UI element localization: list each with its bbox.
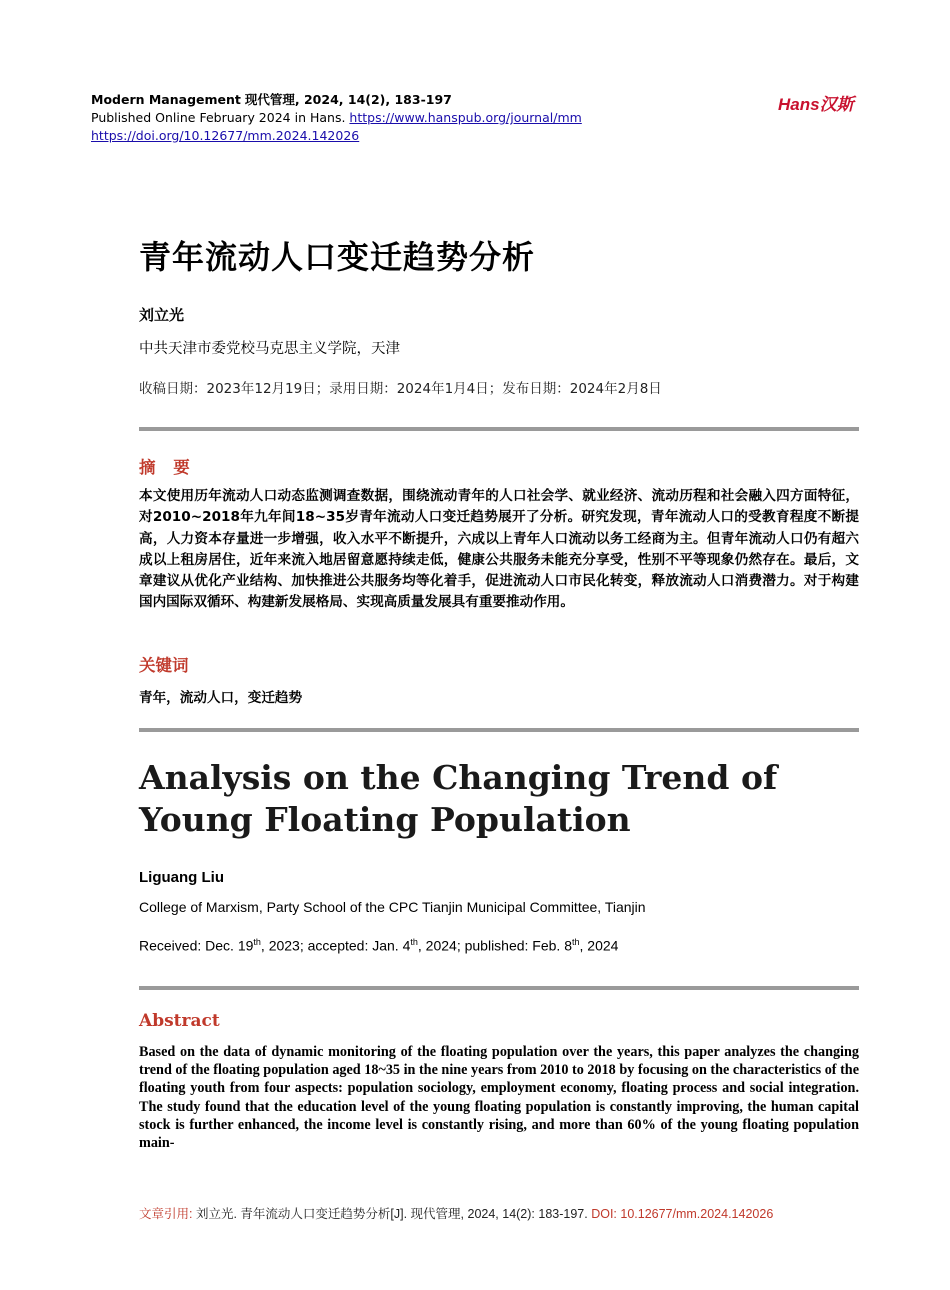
received-text: Received: Dec. 19	[139, 937, 254, 954]
cn-keywords: 青年，流动人口，变迁趋势	[139, 690, 303, 706]
cn-abstract-heading: 摘 要	[139, 458, 196, 477]
en-title: Analysis on the Changing Trend of Young Floating Population	[139, 758, 778, 839]
divider	[139, 728, 859, 732]
en-affiliation: College of Marxism, Party School of the CPC Tianjin Municipal Committee, Tianjin	[139, 899, 646, 915]
citation	[139, 1204, 773, 1222]
hans-logo: Hans汉斯	[778, 95, 854, 114]
date-tail: , 2024	[579, 937, 619, 954]
received-sup: th	[253, 937, 261, 947]
cn-keywords-heading: 关键词	[139, 656, 189, 675]
accepted-text: , 2023; accepted: Jan. 4	[260, 937, 411, 954]
journal-url-link[interactable]: https://www.hanspub.org/journal/mm	[349, 110, 582, 125]
citation-text: 刘立光. 青年流动人口变迁趋势分析[J]. 现代管理, 2024, 14(2): 183-197.	[192, 1207, 592, 1221]
published-text: Published Online February 2024 in Hans.	[91, 110, 346, 125]
citation-label: 文章引用:	[139, 1207, 193, 1221]
published-sup: th	[572, 937, 580, 947]
en-abstract-heading: Abstract	[139, 1011, 220, 1031]
journal-name-cn: 现代管理, 2024, 14(2), 183-197	[244, 92, 452, 107]
published-line	[91, 109, 582, 127]
journal-header	[91, 91, 582, 145]
divider	[139, 986, 859, 990]
cn-affiliation: 中共天津市委党校马克思主义学院，天津	[139, 341, 400, 357]
journal-name-line	[91, 91, 582, 109]
citation-doi[interactable]: DOI: 10.12677/mm.2024.142026	[591, 1207, 774, 1221]
journal-name-en: Modern Management	[91, 92, 241, 107]
cn-author: 刘立光	[139, 306, 185, 324]
en-dates	[139, 937, 618, 954]
accepted-sup: th	[410, 937, 418, 947]
cn-dates: 收稿日期：2023年12月19日；录用日期：2024年1月4日；发布日期：2024年2月8日	[139, 381, 662, 397]
divider	[139, 427, 859, 431]
cn-abstract: 本文使用历年流动人口动态监测调查数据，围绕流动青年的人口社会学、就业经济、流动历程和社会融入四方面特征，对2010~2018年九年间18~35岁青年流动人口变迁趋势展开了分析。研究发现，青年流动人口的受教育程度不断提高，人力资本存量进一步增强，收入水平不断提升，六成以上青年人口流动以务工经商为主。但青年流动人口仍有超六成以上租房居住，近年来流入地居留意愿持续走低，健康公共服务未能充分享受，性别不平等现象仍然存在。最后，文章建议从优化产业结构、加快推进公共服务均等化着手，促进流动人口市民化转变，释放流动人口消费潜力。对于构建国内国际双循环、构建新发展格局、实现高质量发展具有重要推动作用。	[139, 488, 859, 611]
cn-title: 青年流动人口变迁趋势分析	[139, 238, 536, 276]
en-author: Liguang Liu	[139, 869, 224, 886]
en-abstract: Based on the data of dynamic monitoring of the floating population over the years, this paper analyzes the changing trend of the floating population aged 18~35 in the nine years from 2010 to 2018 by focusing on the characteristics of the floating youth from four aspects: population sociology, employment economy, floating process and social integration. The study found that the education level of the young floating population is constantly improving, the human capital stock is further enhanced, the income level is constantly rising, and more than 60% of the young floating population main-	[139, 1044, 859, 1152]
doi-url-link[interactable]: https://doi.org/10.12677/mm.2024.142026	[91, 128, 360, 143]
published-date-text: , 2024; published: Feb. 8	[417, 937, 572, 954]
